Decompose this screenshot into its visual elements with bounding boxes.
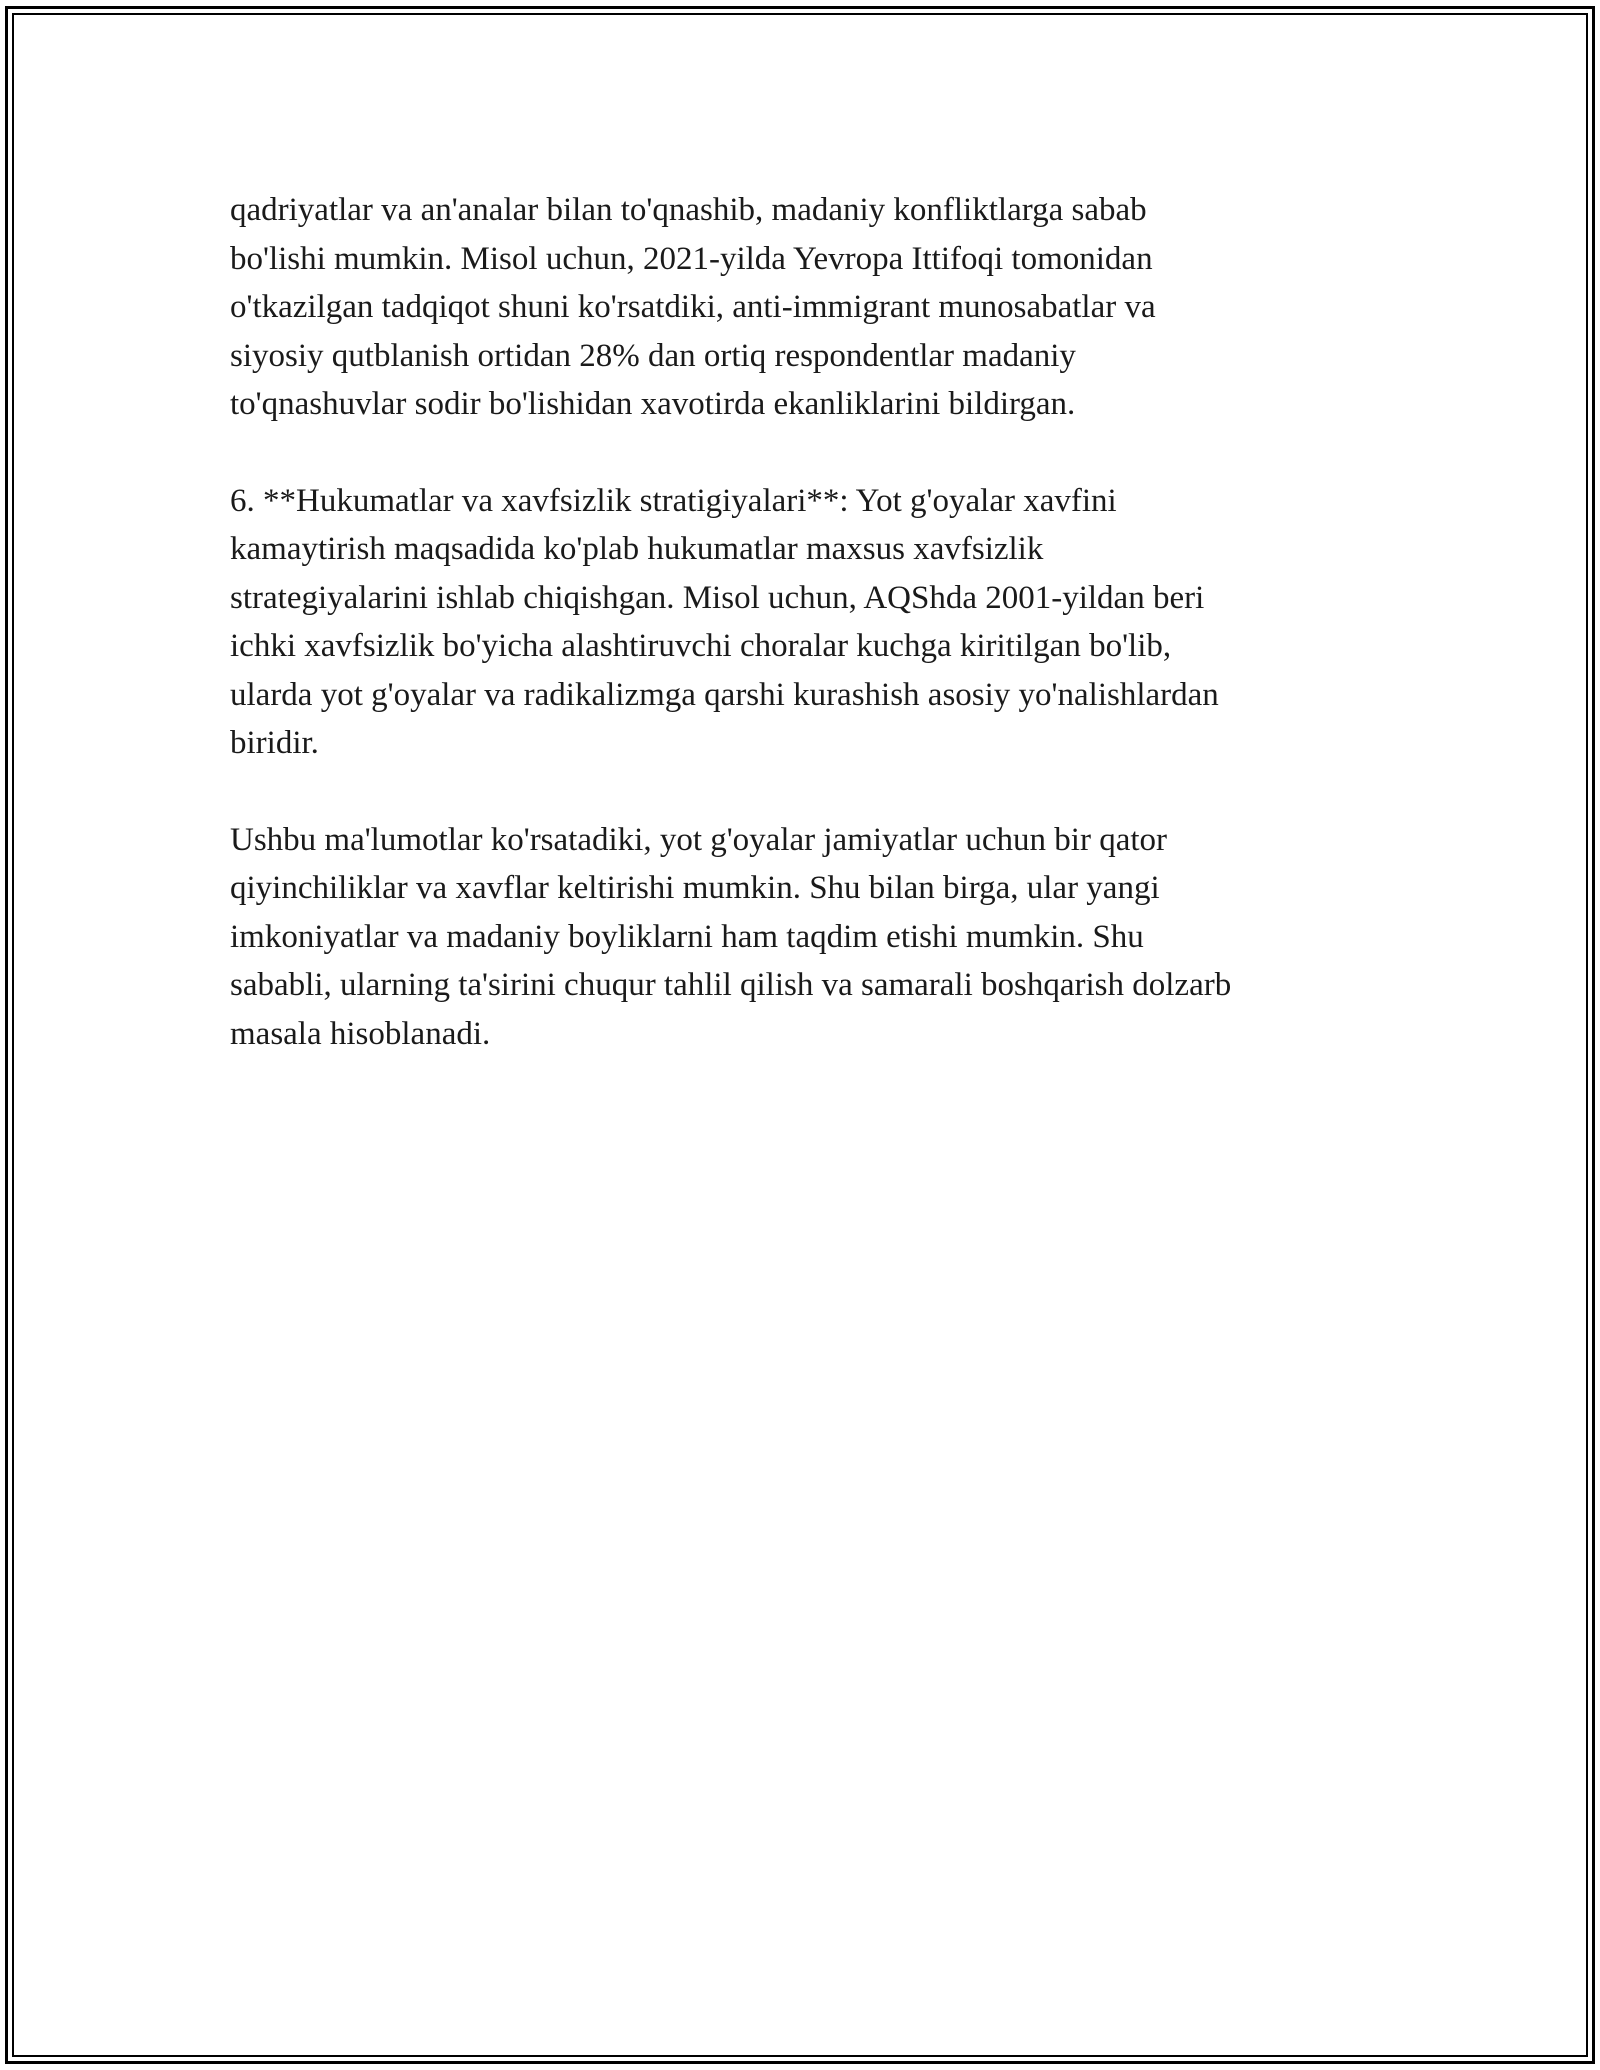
paragraph-2 (230, 477, 1370, 768)
text-line: ularda yot g'oyalar va radikalizmga qarshi kurashish asosiy yo'nalishlardan (230, 676, 1219, 713)
text-line: ichki xavfsizlik bo'yicha alashtiruvchi choralar kuchga kiritilgan bo'lib, (230, 628, 1172, 664)
text-line: o'tkazilgan tadqiqot shuni ko'rsatdiki, anti-immigrant munosabatlar va (230, 289, 1156, 325)
text-line: to'qnashuvlar sodir bo'lishidan xavotirda ekanliklarini bildirgan. (230, 386, 1076, 422)
text-line: biridir. (230, 725, 319, 761)
text-line: bo'lishi mumkin. Misol uchun, 2021-yilda Yevropa Ittifoqi tomonidan (230, 240, 1153, 277)
document-body (230, 186, 1370, 1106)
text-line: Ushbu ma'lumotlar ko'rsatadiki, yot g'oyalar jamiyatlar uchun bir qator (230, 821, 1168, 858)
text-line: kamaytirish maqsadida ko'plab hukumatlar maxsus xavfsizlik (230, 531, 1044, 567)
paragraph-3 (230, 816, 1370, 1059)
text-line: siyosiy qutblanish ortidan 28% dan ortiq respondentlar madaniy (230, 337, 1076, 374)
text-line: 6. **Hukumatlar va xavfsizlik stratigiyalari**: Yot g'oyalar xavfini (230, 482, 1117, 519)
text-line: sababli, ularning ta'sirini chuqur tahlil qilish va samarali boshqarish dolzarb (230, 967, 1232, 1003)
text-line: masala hisoblanadi. (230, 1015, 491, 1052)
paragraph-1 (230, 186, 1370, 429)
text-line: imkoniyatlar va madaniy boyliklarni ham taqdim etishi mumkin. Shu (230, 918, 1144, 955)
text-line: qadriyatlar va an'analar bilan to'qnashib, madaniy konfliktlarga sabab (230, 192, 1147, 228)
text-line: strategiyalarini ishlab chiqishgan. Misol uchun, AQShda 2001-yildan beri (230, 579, 1205, 616)
text-line: qiyinchiliklar va xavflar keltirishi mumkin. Shu bilan birga, ular yangi (230, 870, 1160, 906)
